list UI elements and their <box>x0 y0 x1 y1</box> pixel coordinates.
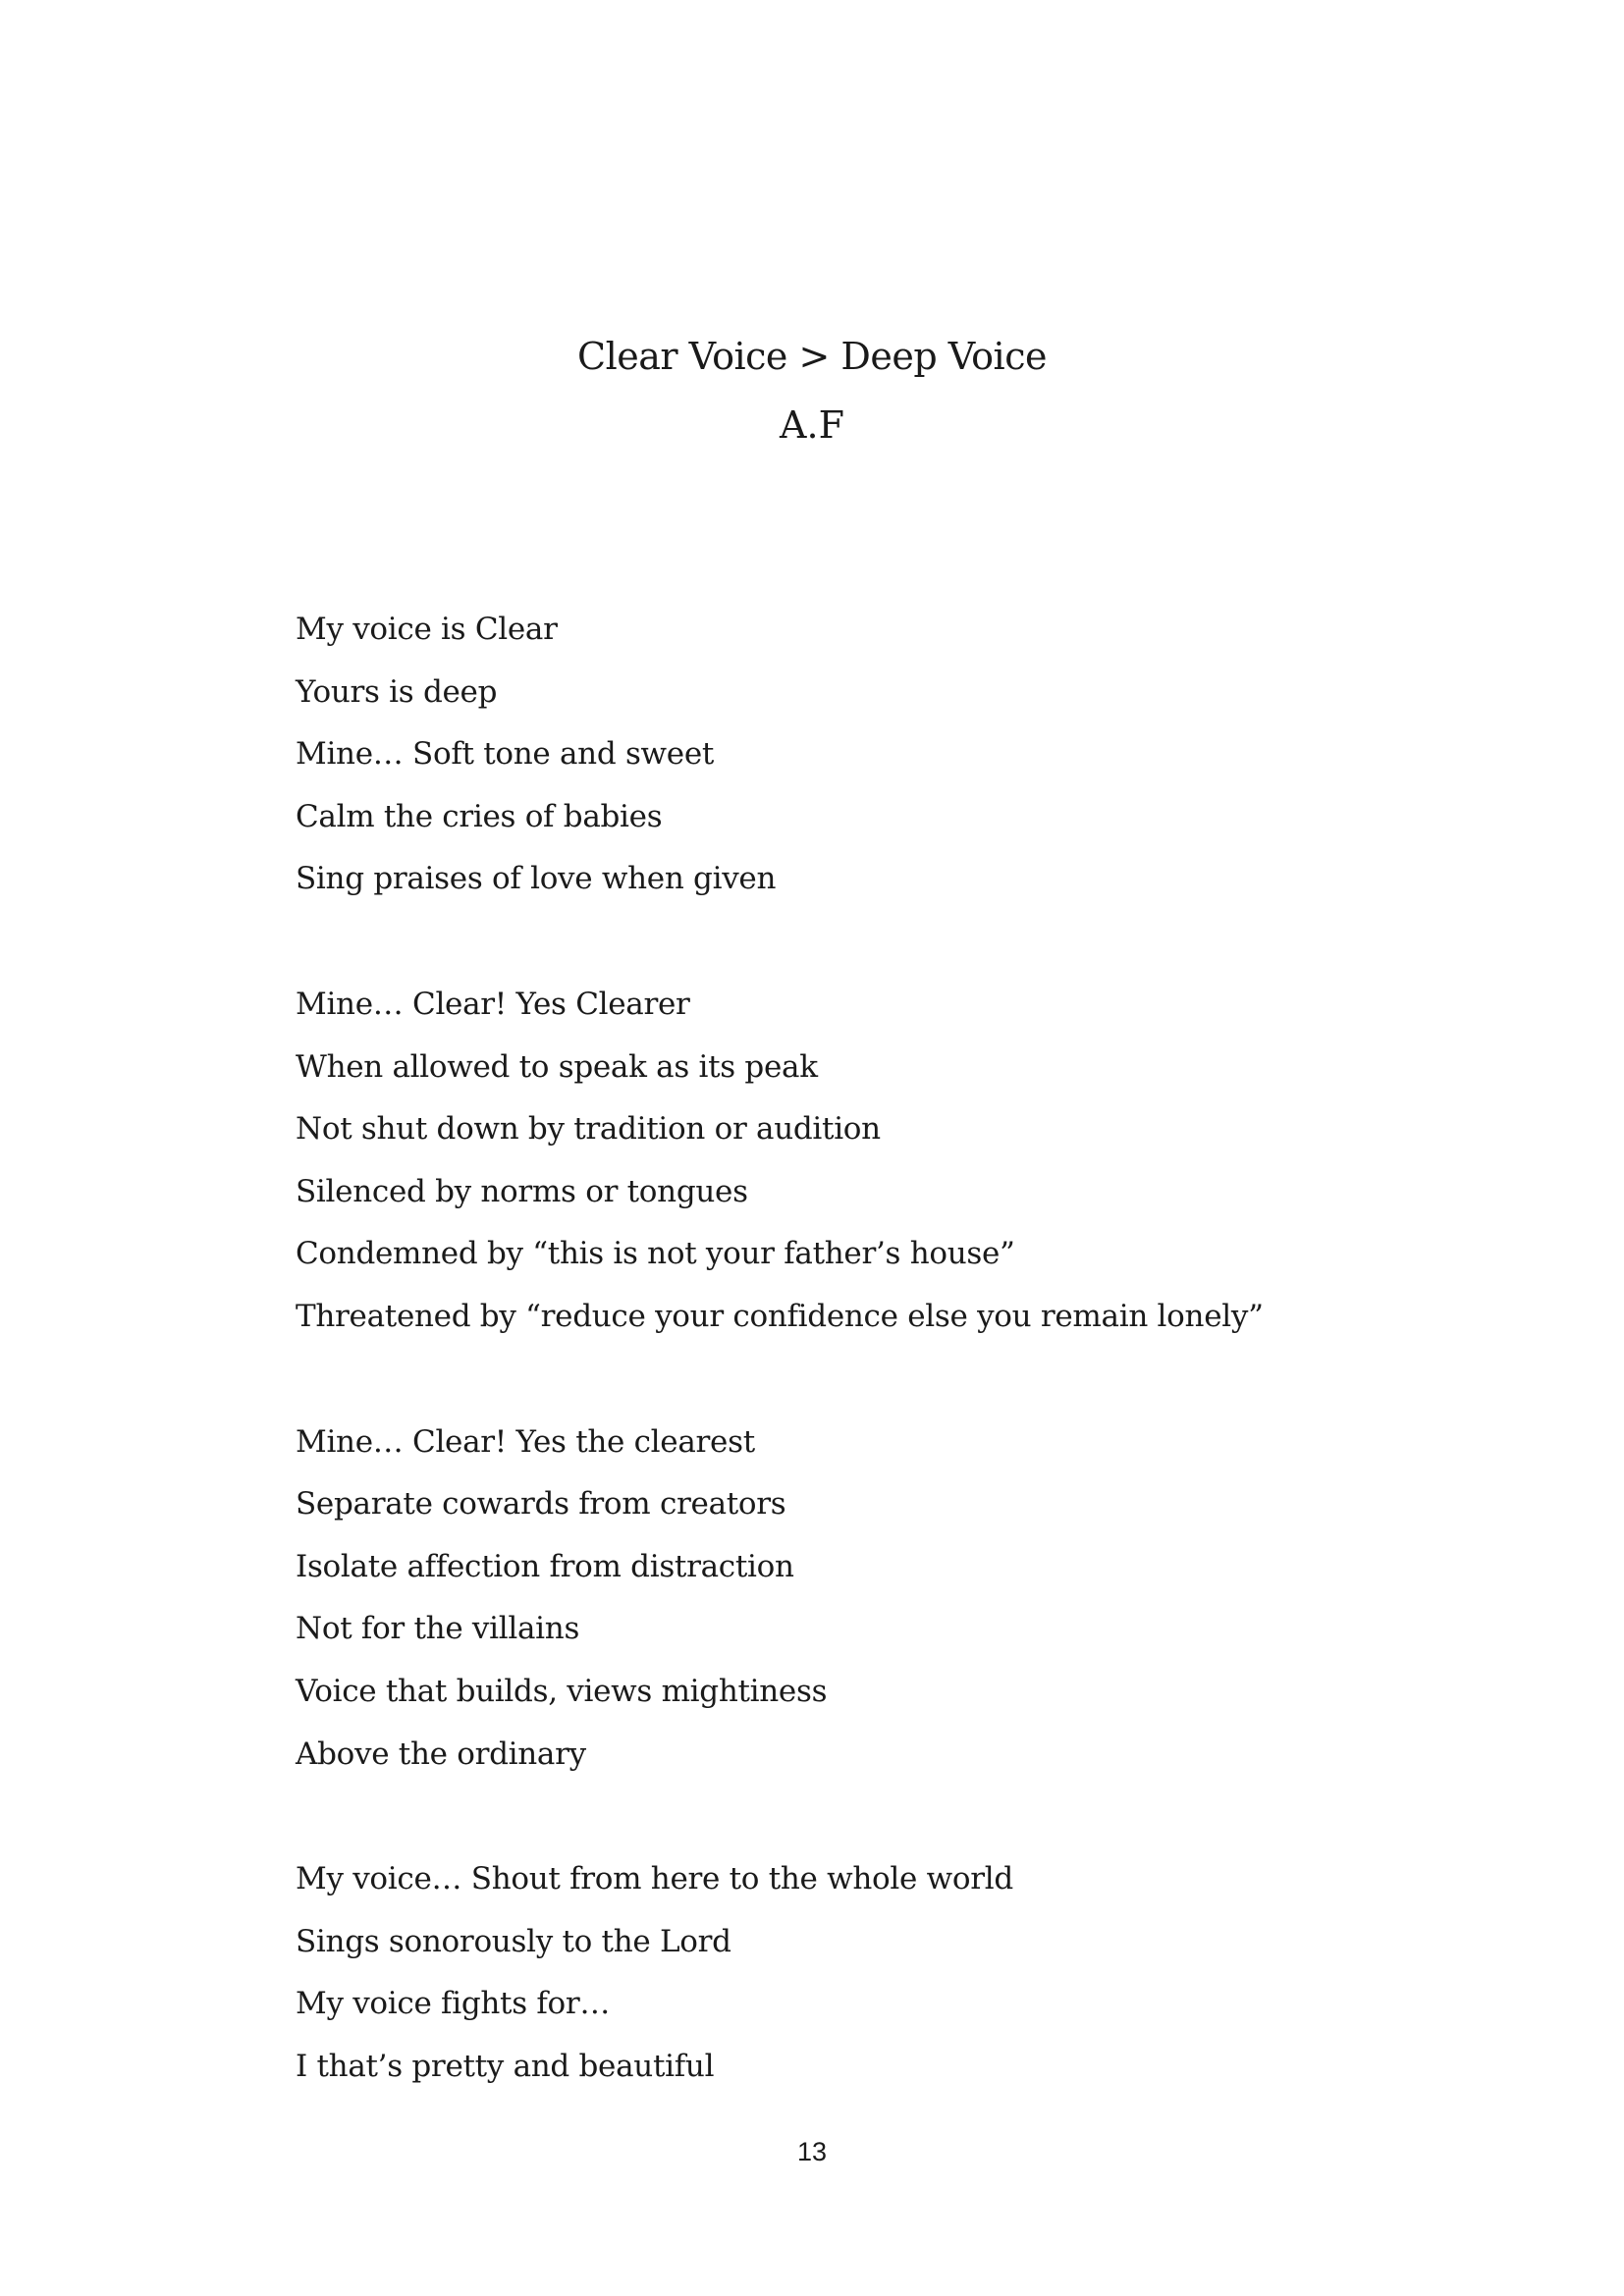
page-number: 13 <box>796 2137 828 2166</box>
poem-line: Above the ordinary <box>296 1735 586 1772</box>
stanza <box>296 599 1474 911</box>
poem-line: My voice… Shout from here to the whole world <box>296 1861 1013 1897</box>
stanza <box>296 1848 1474 2098</box>
poem-line: Not for the villains <box>296 1611 580 1647</box>
poem-line: Mine… Soft tone and sweet <box>296 736 715 773</box>
poem-title: Clear Voice > Deep Voice <box>577 335 1047 378</box>
poem-line: I that’s pretty and beautiful <box>296 2048 715 2084</box>
poem-line: Isolate affection from distraction <box>296 1548 794 1584</box>
stanza <box>296 974 1474 1349</box>
poem-line: My voice fights for… <box>296 1986 611 2022</box>
poem-line: Calm the cries of babies <box>296 798 663 834</box>
poem-body <box>296 599 1474 2161</box>
stanza <box>296 1412 1474 1787</box>
poem-line: Silenced by norms or tongues <box>296 1173 748 1209</box>
poem-line: Yours is deep <box>296 673 498 710</box>
poem-line: Separate cowards from creators <box>296 1486 786 1522</box>
poem-line: Sing praises of love when given <box>296 861 777 897</box>
poem-author: A.F <box>780 403 844 447</box>
poem-line: My voice is Clear <box>296 612 558 647</box>
poem-line: Threatened by “reduce your confidence else you remain lonely” <box>296 1298 1264 1334</box>
poem-line: Mine… Clear! Yes Clearer <box>296 986 690 1022</box>
poem-line: Sings sonorously to the Lord <box>296 1923 731 1959</box>
poem-line: Mine… Clear! Yes the clearest <box>296 1423 755 1460</box>
poem-line: When allowed to speak as its peak <box>296 1048 818 1085</box>
poem-line: Not shut down by tradition or audition <box>296 1111 881 1148</box>
poem-line: Condemned by “this is not your father’s house” <box>296 1236 1015 1272</box>
poem-line: Voice that builds, views mightiness <box>296 1673 828 1709</box>
